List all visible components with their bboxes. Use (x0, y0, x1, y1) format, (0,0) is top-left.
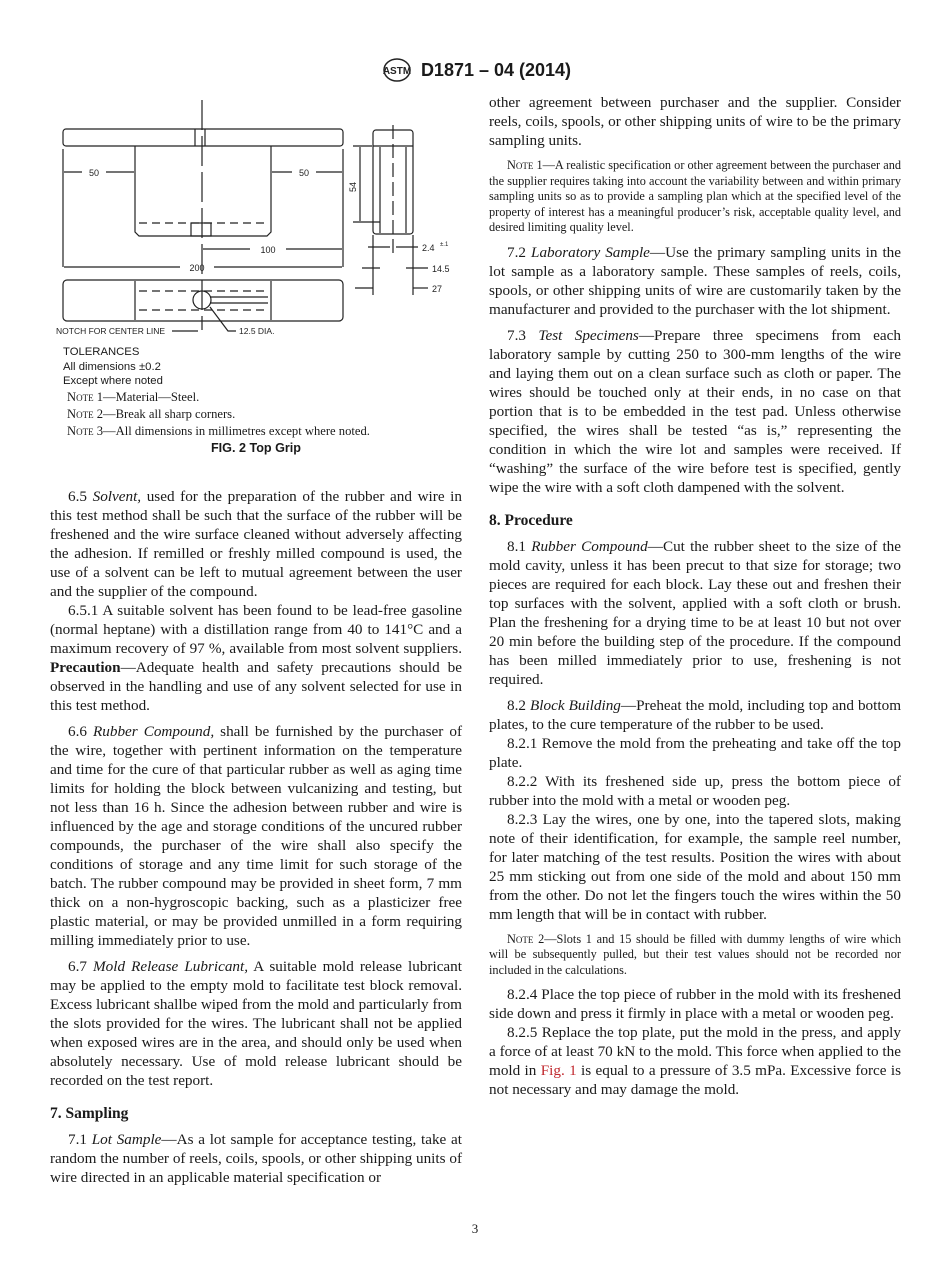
section-8-2-3: 8.2.3 Lay the wires, one by one, into the tapered slots, making note of their identification, for example, the sample reel number, for later matching of the test results. Position the wires with about 25 mm sticking out from one side of the mold and about 150 mm from the other. Do not let the fingers touch the wires within the 50 mm length that will be in contact with rubber. (489, 810, 901, 923)
section-8-2-4: 8.2.4 Place the top piece of rubber in the mold with its freshened side down and press it firmly in place with a metal or wooden peg. (489, 986, 901, 1022)
section-7-2: 7.2 Laboratory Sample—Use the primary sampling units in the lot sample as a laboratory sample. These samples of reels, coils, spools, or other shipping units of wire are customarily taken by the manufacturer and provided to the purchaser with the lot shipment. (489, 243, 902, 318)
section-8-2-1: 8.2.1 Remove the mold from the preheating and take off the top plate. (489, 734, 901, 771)
figure-2 (50, 95, 462, 455)
page-number: 3 (471, 1221, 479, 1236)
dim-2-4-tolerance: ±.1 (440, 242, 449, 248)
section-8-2: 8.2 Block Building—Preheat the mold, including top and bottom plates, to the cure temperature of the rubber to be used. (489, 696, 902, 733)
heading-sampling: 7. Sampling (50, 1105, 129, 1122)
dim-50-left: 50 (88, 168, 100, 178)
section-6-5: 6.5 Solvent, used for the preparation of the rubber and wire in this test method shall be such that the surface of the rubber will be freshened and the wire surface cleaned without adversely affecting the adhesion. If remilled or freshly milled compound is used, the use of a solvent can be left to mutual agreement between the user and the supplier of the compound. (50, 488, 462, 600)
page-header (0, 56, 950, 84)
section-6-7: 6.7 Mold Release Lubricant, A suitable mold release lubricant may be applied to the empty mold to facilitate test block removal. Excess lubricant shallbe wiped from the mold and particularly from the slots provided for the wires. The lubricant shall not be applied when exposed wires are in the area, and should only be used when absolutely necessary. Use of mold release lubricant should be recorded on the test report. (50, 958, 462, 1089)
figure-note: Note 1—Material—Steel. (67, 389, 200, 404)
section-6-5-1: 6.5.1 A suitable solvent has been found to be lead-free gasoline (normal heptane) with a distillation range from 40 to 141°C and a maximum recovery of 97 %, available from most solvent suppliers. Precaution—Adequate health and safety precautions should be observed in the handling and use of any solvent selected for use in this test method. (50, 602, 462, 714)
dim-200: 200 (189, 263, 205, 273)
svg-text:ASTM: ASTM (382, 66, 412, 77)
right-column (489, 93, 901, 1099)
figure-note: Note 3—All dimensions in millimetres except where noted. (67, 423, 370, 438)
figure-caption: FIG. 2 Top Grip (210, 440, 302, 455)
section-7-1-continued: other agreement between purchaser and the supplier. Consider reels, coils, spools, or other shipping units of wire to be the primary sampling units. (489, 94, 901, 149)
dim-50-right: 50 (298, 168, 310, 178)
dim-100: 100 (260, 245, 276, 255)
tolerances: TOLERANCES All dimensions ±0.2 Except where noted (63, 346, 163, 387)
dim-2-4: 2.4 (422, 243, 435, 253)
left-column (50, 487, 462, 1187)
dim-27: 27 (432, 284, 443, 294)
diameter-label: 12.5 DIA. (239, 326, 275, 336)
dim-14-5: 14.5 (432, 264, 450, 274)
section-7-3: 7.3 Test Specimens—Prepare three specimens from each laboratory sample by cutting 250 to 300-mm lengths of the wire and laying them out on a clean surface such as cloth or paper. The wires should be touched only at their ends, in no case on that portion that is to be embedded in the test pad. Unless otherwise specified, the wires shall be tested “as is,” representing the condition in which the wire lot and samples were received. If “washing” the surface of the wire before test is specified, gently wipe the wire with a soft cloth dampened with the solvent. (489, 326, 902, 496)
section-7-1: 7.1 Lot Sample—As a lot sample for acceptance testing, take at random the number of reels, coils, spools, or other shipping units of wire directed in an applicable material specification or (50, 1131, 462, 1186)
section-6-6: 6.6 Rubber Compound, shall be furnished by the purchaser of the wire, together with pertinent information on the temperature and time for the cure of that particular rubber as well as aging time limits for holding the block between vulcanizing and testing, but not less than 16 h. Since the adhesion between rubber and wire is influenced by the age and storage conditions of the uncured rubber compounds, the purchaser of the wire shall also specify the conditions of storage and any time limit for such storage of the batch. The rubber compound may be provided in sheet form, 7 mm thick on a non-hygroscopic backing, such as a plasticizer free plastic material, or may be provided unmilled in a form requiring milling immediately prior to use. (50, 723, 462, 949)
section-8-1: 8.1 Rubber Compound—Cut the rubber sheet to the size of the mold cavity, unless it has been precut to that size for storage; two pieces are required for each block. Lay these out and freshen their top surfaces with the solvent, applied with a soft cloth or brush. Plan the freshening for a drying time to be at least 10 but not over 20 min before the building step of the procedure. If the compound has been milled immediately prior to use, freshening is not required. (489, 537, 902, 688)
section-8-2-5: 8.2.5 Replace the top plate, put the mold in the press, and apply a force of at least 70 kN to the mold. This force when applied to the mold in Fig. 1 is equal to a pressure of 3.5 mPa. Excessive force is not necessary and may damage the mold. (489, 1024, 901, 1098)
figure-notes (67, 389, 462, 440)
dim-54: 54 (348, 181, 358, 193)
heading-procedure: 8. Procedure (489, 511, 573, 529)
astm-logo-icon (379, 57, 415, 83)
note-2: Note 2—Slots 1 and 15 should be filled with dummy lengths of wire which will be subsequently pulled, but their test values should not be recorded nor included in the calculations. (489, 931, 901, 977)
section-8-2-2: 8.2.2 With its freshened side up, press the bottom piece of rubber into the mold with a metal or wooden peg. (489, 772, 901, 809)
note-1: Note 1—A realistic specification or other agreement between the purchaser and the supplier requires taking into account the variability between and within primary sampling units so as to provide a sampling plan which at the specified level of the property of interest has a meaningful producer’s risk, acceptable quality level, and desired limiting quality level. (489, 158, 901, 234)
dimension-labels (50, 95, 462, 340)
notch-label: NOTCH FOR CENTER LINE (56, 326, 166, 336)
document-id: D1871 – 04 (2014) (420, 59, 572, 80)
fig-1-link[interactable]: Fig. 1 (540, 1062, 577, 1079)
figure-note: Note 2—Break all sharp corners. (67, 406, 236, 421)
